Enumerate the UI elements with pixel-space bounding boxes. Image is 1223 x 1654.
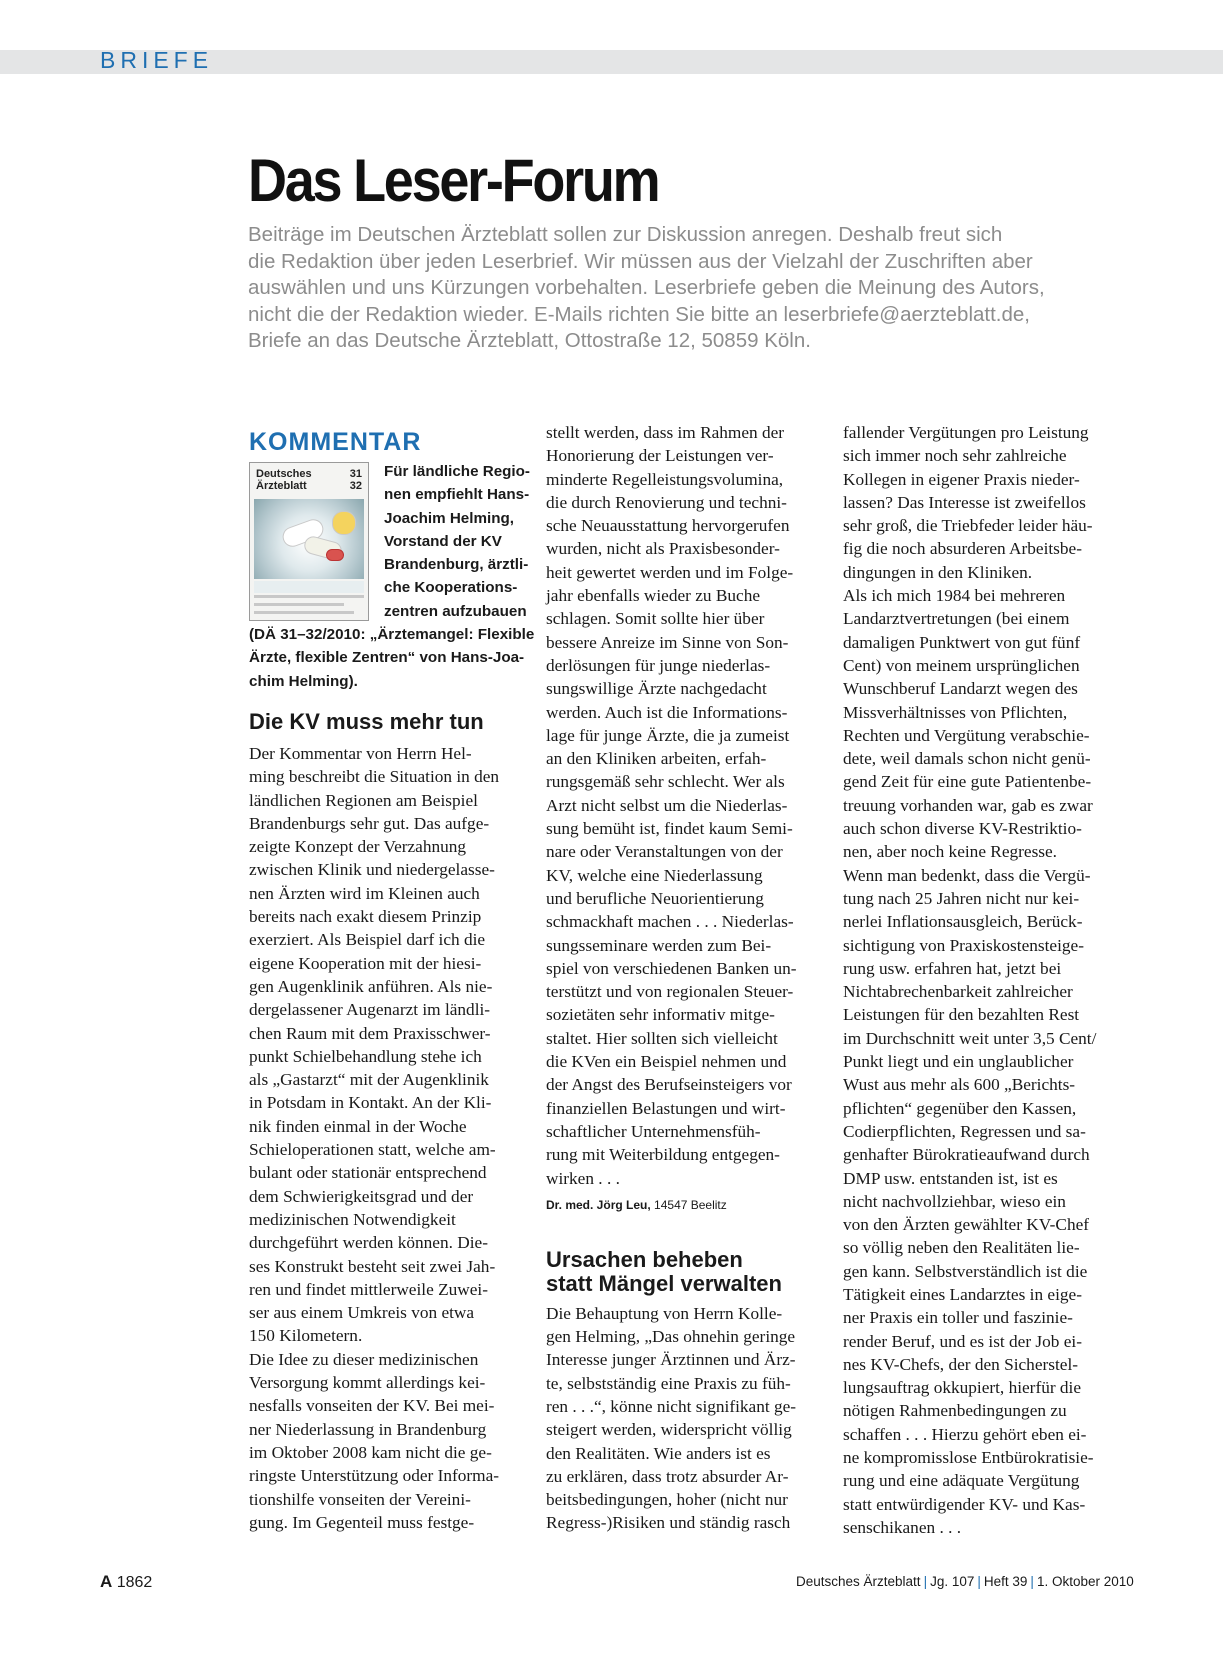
text-line: nes KV-Chefs, der den Sicherstel- xyxy=(843,1354,1079,1374)
text-line: rung usw. erfahren hat, jetzt bei xyxy=(843,958,1062,978)
text-line: Landarztvertretungen (bei einem xyxy=(843,609,1070,629)
separator: | xyxy=(1030,1574,1034,1589)
text-line: ren und findet mittlerweile Zuwei- xyxy=(249,1279,488,1299)
teaser-line: nen empfiehlt Hans- xyxy=(384,486,530,504)
intro-line: Briefe an das Deutsche Ärzteblatt, Ottostraße 12, 50859 Köln. xyxy=(248,329,811,352)
letter-body xyxy=(843,421,1128,1539)
text-line: schaffen . . . Hierzu gehört eben ei- xyxy=(843,1424,1087,1444)
text-line: bessere Anreize im Sinne von Son- xyxy=(546,632,789,652)
text-line: nen Ärzten wird im Kleinen auch xyxy=(249,883,480,903)
page-number: A 1862 xyxy=(100,1572,153,1591)
text-line: in Potsdam in Kontakt. An der Kli- xyxy=(249,1093,492,1113)
intro-line: Beiträge im Deutschen Ärzteblatt sollen zur Diskussion anregen. Deshalb freut sich xyxy=(248,223,1003,246)
text-line: heit gewertet werden und im Folge- xyxy=(546,562,794,582)
text-line: als „Gastarzt“ mit der Augenklinik xyxy=(249,1070,489,1090)
teaser-line: Brandenburg, ärztli- xyxy=(384,556,529,574)
text-line: bereits nach exakt diesem Prinzip xyxy=(249,907,482,927)
text-line: Der Kommentar von Herrn Hel- xyxy=(249,744,472,763)
text-line: medizinischen Notwendigkeit xyxy=(249,1209,456,1229)
text-line: Kollegen in eigener Praxis nieder- xyxy=(843,469,1080,489)
text-line: gend Zeit für eine gute Patientenbe- xyxy=(843,772,1092,792)
text-line: die durch Renovierung und techni- xyxy=(546,492,787,512)
text-line: Cent) von meinem ursprünglichen xyxy=(843,655,1080,675)
text-line: Wust aus mehr als 600 „Berichts- xyxy=(843,1075,1076,1095)
text-line: pflichten“ gegenüber den Kassen, xyxy=(843,1098,1077,1118)
column-3 xyxy=(843,421,1128,1539)
text-line: minderte Regelleistungsvolumina, xyxy=(546,469,784,489)
text-line: tung nach 25 Jahren nicht nur kei- xyxy=(843,888,1080,908)
text-line: ne kompromisslose Entbürokratisie- xyxy=(843,1448,1094,1468)
text-line: und berufliche Neuorientierung xyxy=(546,888,764,908)
text-line: Arzt nicht selbst um die Niederlas- xyxy=(546,795,788,815)
text-line: an den Kliniken arbeiten, erfah- xyxy=(546,749,767,769)
text-line: ren . . .“, könne nicht signifikant ge- xyxy=(546,1396,797,1416)
text-line: 150 Kilometern. xyxy=(249,1326,363,1346)
text-line: tionshilfe vonseiten der Vereini- xyxy=(249,1489,471,1509)
kommentar-label: KOMMENTAR xyxy=(249,428,422,456)
teaser-line: Vorstand der KV xyxy=(384,532,502,550)
text-line: te, selbstständig eine Praxis zu füh- xyxy=(546,1373,791,1393)
text-line: zu erklären, dass trotz absurder Ar- xyxy=(546,1466,789,1486)
text-line: fig die noch absurderen Arbeitsbe- xyxy=(843,539,1082,559)
text-line: Interesse junger Ärztinnen und Ärz- xyxy=(546,1350,796,1370)
text-line: Die Behauptung von Herrn Kolle- xyxy=(546,1303,783,1323)
text-line: ringste Unterstützung oder Informa- xyxy=(249,1466,500,1486)
text-line: derlösungen für junge niederlas- xyxy=(546,655,771,675)
text-line: zeigte Konzept der Verzahnung xyxy=(249,837,467,857)
text-line: werden. Auch ist die Informations- xyxy=(546,702,788,722)
text-line: auch schon diverse KV-Restriktio- xyxy=(843,819,1082,839)
text-line: nare oder Veranstaltungen von der xyxy=(546,842,783,862)
footer-citation: Deutsches Ärzteblatt | Jg. 107 | Heft 39 | 1. Oktober 2010 xyxy=(796,1574,1134,1589)
text-line: sungswillige Ärzte nachgedacht xyxy=(546,679,767,699)
intro-line: die Redaktion über jeden Leserbrief. Wir müssen aus der Vielzahl der Zuschriften aber xyxy=(248,249,1033,273)
letter-heading: Die KV muss mehr tun xyxy=(249,709,484,734)
letter-body xyxy=(249,742,529,1534)
column-1 xyxy=(249,710,529,1534)
text-line: steigert werden, widerspricht völlig xyxy=(546,1420,792,1440)
text-line: chen Raum mit dem Praxisschwer- xyxy=(249,1023,491,1043)
teaser-line: che Kooperations- xyxy=(384,579,518,597)
text-line: nötigen Rahmenbedingungen zu xyxy=(843,1401,1067,1421)
text-line: rungsgemäß sehr schlecht. Wer als xyxy=(546,772,785,792)
text-line: durchgeführt werden können. Die- xyxy=(249,1233,488,1253)
text-line: stellt werden, dass im Rahmen der xyxy=(546,423,785,442)
text-line: beitsbedingungen, hoher (nicht nur xyxy=(546,1490,788,1510)
text-line: jahr ebenfalls wieder zu Buche xyxy=(546,586,760,606)
text-line: den Realitäten. Wie anders ist es xyxy=(546,1443,771,1463)
cover-issue-number: 31 32 xyxy=(349,468,362,492)
page-title: Das Leser-Forum xyxy=(248,147,659,214)
text-line: exerziert. Als Beispiel darf ich die xyxy=(249,930,486,950)
text-line: bulant oder stationär entsprechend xyxy=(249,1163,487,1183)
teaser-line: Joachim Helming, xyxy=(384,509,514,527)
letter-signature: Dr. med. Jörg Leu, 14547 Beelitz xyxy=(546,1197,727,1212)
text-line: Honorierung der Leistungen ver- xyxy=(546,446,774,466)
text-line: rung mit Weiterbildung entgegen- xyxy=(546,1145,780,1165)
intro-line: auswählen und uns Kürzungen vorbehalten. Leserbriefe geben die Meinung des Autors, xyxy=(248,276,1045,299)
text-line: gen kann. Selbstverständlich ist die xyxy=(843,1261,1088,1281)
text-line: staltet. Hier sollten sich vielleicht xyxy=(546,1028,778,1048)
text-line: sozietäten sehr informativ mitge- xyxy=(546,1005,775,1025)
text-line: lage für junge Ärzte, die ja zumeist xyxy=(546,725,790,745)
text-line: DMP usw. entstanden ist, ist es xyxy=(843,1168,1058,1188)
text-line: von den Ärzten gewählter KV-Chef xyxy=(843,1215,1090,1235)
text-line: so völlig neben den Realitäten lie- xyxy=(843,1238,1080,1258)
text-line: sungsseminare werden zum Bei- xyxy=(546,935,772,955)
text-line: nik finden einmal in der Woche xyxy=(249,1116,467,1136)
letter-body xyxy=(546,1302,831,1535)
text-line: dete, weil damals schon nicht genü- xyxy=(843,749,1091,769)
text-line: rung und eine adäquate Vergütung xyxy=(843,1471,1080,1491)
text-line: render Beruf, und es ist der Job ei- xyxy=(843,1331,1082,1351)
text-line: gen Helming, „Das ohnehin geringe xyxy=(546,1327,796,1347)
text-line: Schieloperationen statt, welche am- xyxy=(249,1140,496,1160)
text-line: dingungen in den Kliniken. xyxy=(843,562,1033,582)
text-line: sichtigung von Praxiskostensteige- xyxy=(843,935,1084,955)
text-line: genhafter Bürokratieaufwand durch xyxy=(843,1145,1090,1165)
text-line: schaftlicher Unternehmensfüh- xyxy=(546,1121,761,1141)
text-line: KV, welche eine Niederlassung xyxy=(546,865,763,885)
text-line: Brandenburgs sehr gut. Das aufge- xyxy=(249,813,490,833)
text-line: zwischen Klinik und niedergelasse- xyxy=(249,860,495,880)
text-line: nerlei Inflationsausgleich, Berück- xyxy=(843,912,1083,932)
text-line: Als ich mich 1984 bei mehreren xyxy=(843,586,1066,606)
text-line: ming beschreibt die Situation in den xyxy=(249,767,500,787)
text-line: ser aus einem Umkreis von etwa xyxy=(249,1303,475,1323)
text-line: punkt Schielbehandlung stehe ich xyxy=(249,1046,482,1066)
text-line: sehr groß, die Triebfeder leider häu- xyxy=(843,516,1093,536)
text-line: finanziellen Belastungen und wirt- xyxy=(546,1098,786,1118)
text-line: ner Praxis ein toller und faszinie- xyxy=(843,1308,1073,1328)
text-line: nicht nachvollziehbar, wieso ein xyxy=(843,1191,1066,1211)
text-line: der Angst des Berufseinsteigers vor xyxy=(546,1075,792,1095)
separator: | xyxy=(923,1574,928,1589)
teaser-line: zentren aufzubauen xyxy=(384,602,527,620)
text-line: lungsauftrag okkupiert, hierfür die xyxy=(843,1378,1082,1398)
text-line: damaligen Punktwert von gut fünf xyxy=(843,632,1081,652)
text-line: Wunschberuf Landarzt wegen des xyxy=(843,679,1078,699)
text-line: ses Konstrukt besteht seit zwei Jah- xyxy=(249,1256,496,1276)
text-line: nen, aber noch keine Regresse. xyxy=(843,842,1058,862)
text-line: Rechten und Vergütung verabschie- xyxy=(843,725,1090,745)
text-line: fallender Vergütungen pro Leistung xyxy=(843,423,1089,442)
letter-heading: Ursachen beheben xyxy=(546,1246,743,1272)
text-line: sche Neuausstattung hervorgerufen xyxy=(546,516,790,536)
text-line: Tätigkeit eines Landarztes in eige- xyxy=(843,1284,1082,1304)
text-line: Wenn man bedenkt, dass die Vergü- xyxy=(843,865,1091,885)
text-line: im Durchschnitt weit unter 3,5 Cent/ xyxy=(843,1028,1097,1048)
text-line: eigene Kooperation mit der hiesi- xyxy=(249,953,482,973)
section-label: BRIEFE xyxy=(100,47,214,73)
text-line: lassen? Das Interesse ist zweifellos xyxy=(843,492,1086,512)
column-2 xyxy=(546,421,831,1535)
text-line: die KVen ein Beispiel nehmen und xyxy=(546,1052,787,1072)
text-line: ner Niederlassung in Brandenburg xyxy=(249,1419,487,1439)
text-line: sich immer noch sehr zahlreiche xyxy=(843,446,1067,466)
teaser-line: (DÄ 31–32/2010: „Ärztemangel: Flexible xyxy=(249,626,535,644)
text-line: Versorgung kommt allerdings kei- xyxy=(249,1373,486,1393)
kommentar-teaser xyxy=(249,460,535,693)
intro-text xyxy=(248,222,1128,355)
text-line: dem Schwierigkeitsgrad und der xyxy=(249,1186,474,1206)
text-line: Die Idee zu dieser medizinischen xyxy=(249,1349,479,1369)
text-line: wirken . . . xyxy=(546,1168,620,1188)
text-line: schmackhaft machen . . . Niederlas- xyxy=(546,912,794,932)
text-line: nesfalls vonseiten der KV. Bei mei- xyxy=(249,1396,495,1416)
text-line: schlagen. Somit sollte hier über xyxy=(546,609,765,629)
intro-line: nicht die der Redaktion wieder. E-Mails richten Sie bitte an leserbriefe@aerzteblatt.de, xyxy=(248,302,1030,326)
text-line: Nichtabrechenbarkeit zahlreicher xyxy=(843,982,1073,1002)
text-line: terstützt und von regionalen Steuer- xyxy=(546,982,794,1002)
teaser-line: chim Helming). xyxy=(249,672,358,690)
text-line: treuung vorhanden war, gab es zwar xyxy=(843,795,1093,815)
text-line: sung bemüht ist, findet kaum Semi- xyxy=(546,819,793,839)
text-line: gung. Im Gegenteil muss festge- xyxy=(249,1512,475,1532)
letter-heading: statt Mängel verwalten xyxy=(546,1270,782,1296)
text-line: statt entwürdigender KV- und Kas- xyxy=(843,1494,1086,1514)
text-line: Regress-)Risiken und ständig rasch xyxy=(546,1513,791,1533)
text-line: senschikanen . . . xyxy=(843,1517,962,1537)
text-line: Missverhältnisses von Pflichten, xyxy=(843,702,1068,722)
separator: | xyxy=(977,1574,981,1589)
cover-title: Deutsches Ärzteblatt xyxy=(256,468,312,492)
text-line: Codierpflichten, Regressen und sa- xyxy=(843,1121,1086,1141)
text-line: wurden, nicht als Praxisbesonder- xyxy=(546,539,780,559)
text-line: Punkt liegt und ein unglaublicher xyxy=(843,1052,1074,1072)
text-line: gen Augenklinik anführen. Als nie- xyxy=(249,976,493,996)
text-line: im Oktober 2008 kam nicht die ge- xyxy=(249,1442,492,1462)
teaser-line: Ärzte, flexible Zentren“ von Hans-Joa- xyxy=(249,649,525,667)
text-line: Leistungen für den bezahlten Rest xyxy=(843,1005,1080,1025)
teaser-line: Für ländliche Regio- xyxy=(384,463,530,480)
text-line: dergelassener Augenarzt im ländli- xyxy=(249,1000,491,1020)
text-line: ländlichen Regionen am Beispiel xyxy=(249,790,478,810)
text-line: spiel von verschiedenen Banken un- xyxy=(546,958,797,978)
letter-body xyxy=(546,421,831,1190)
